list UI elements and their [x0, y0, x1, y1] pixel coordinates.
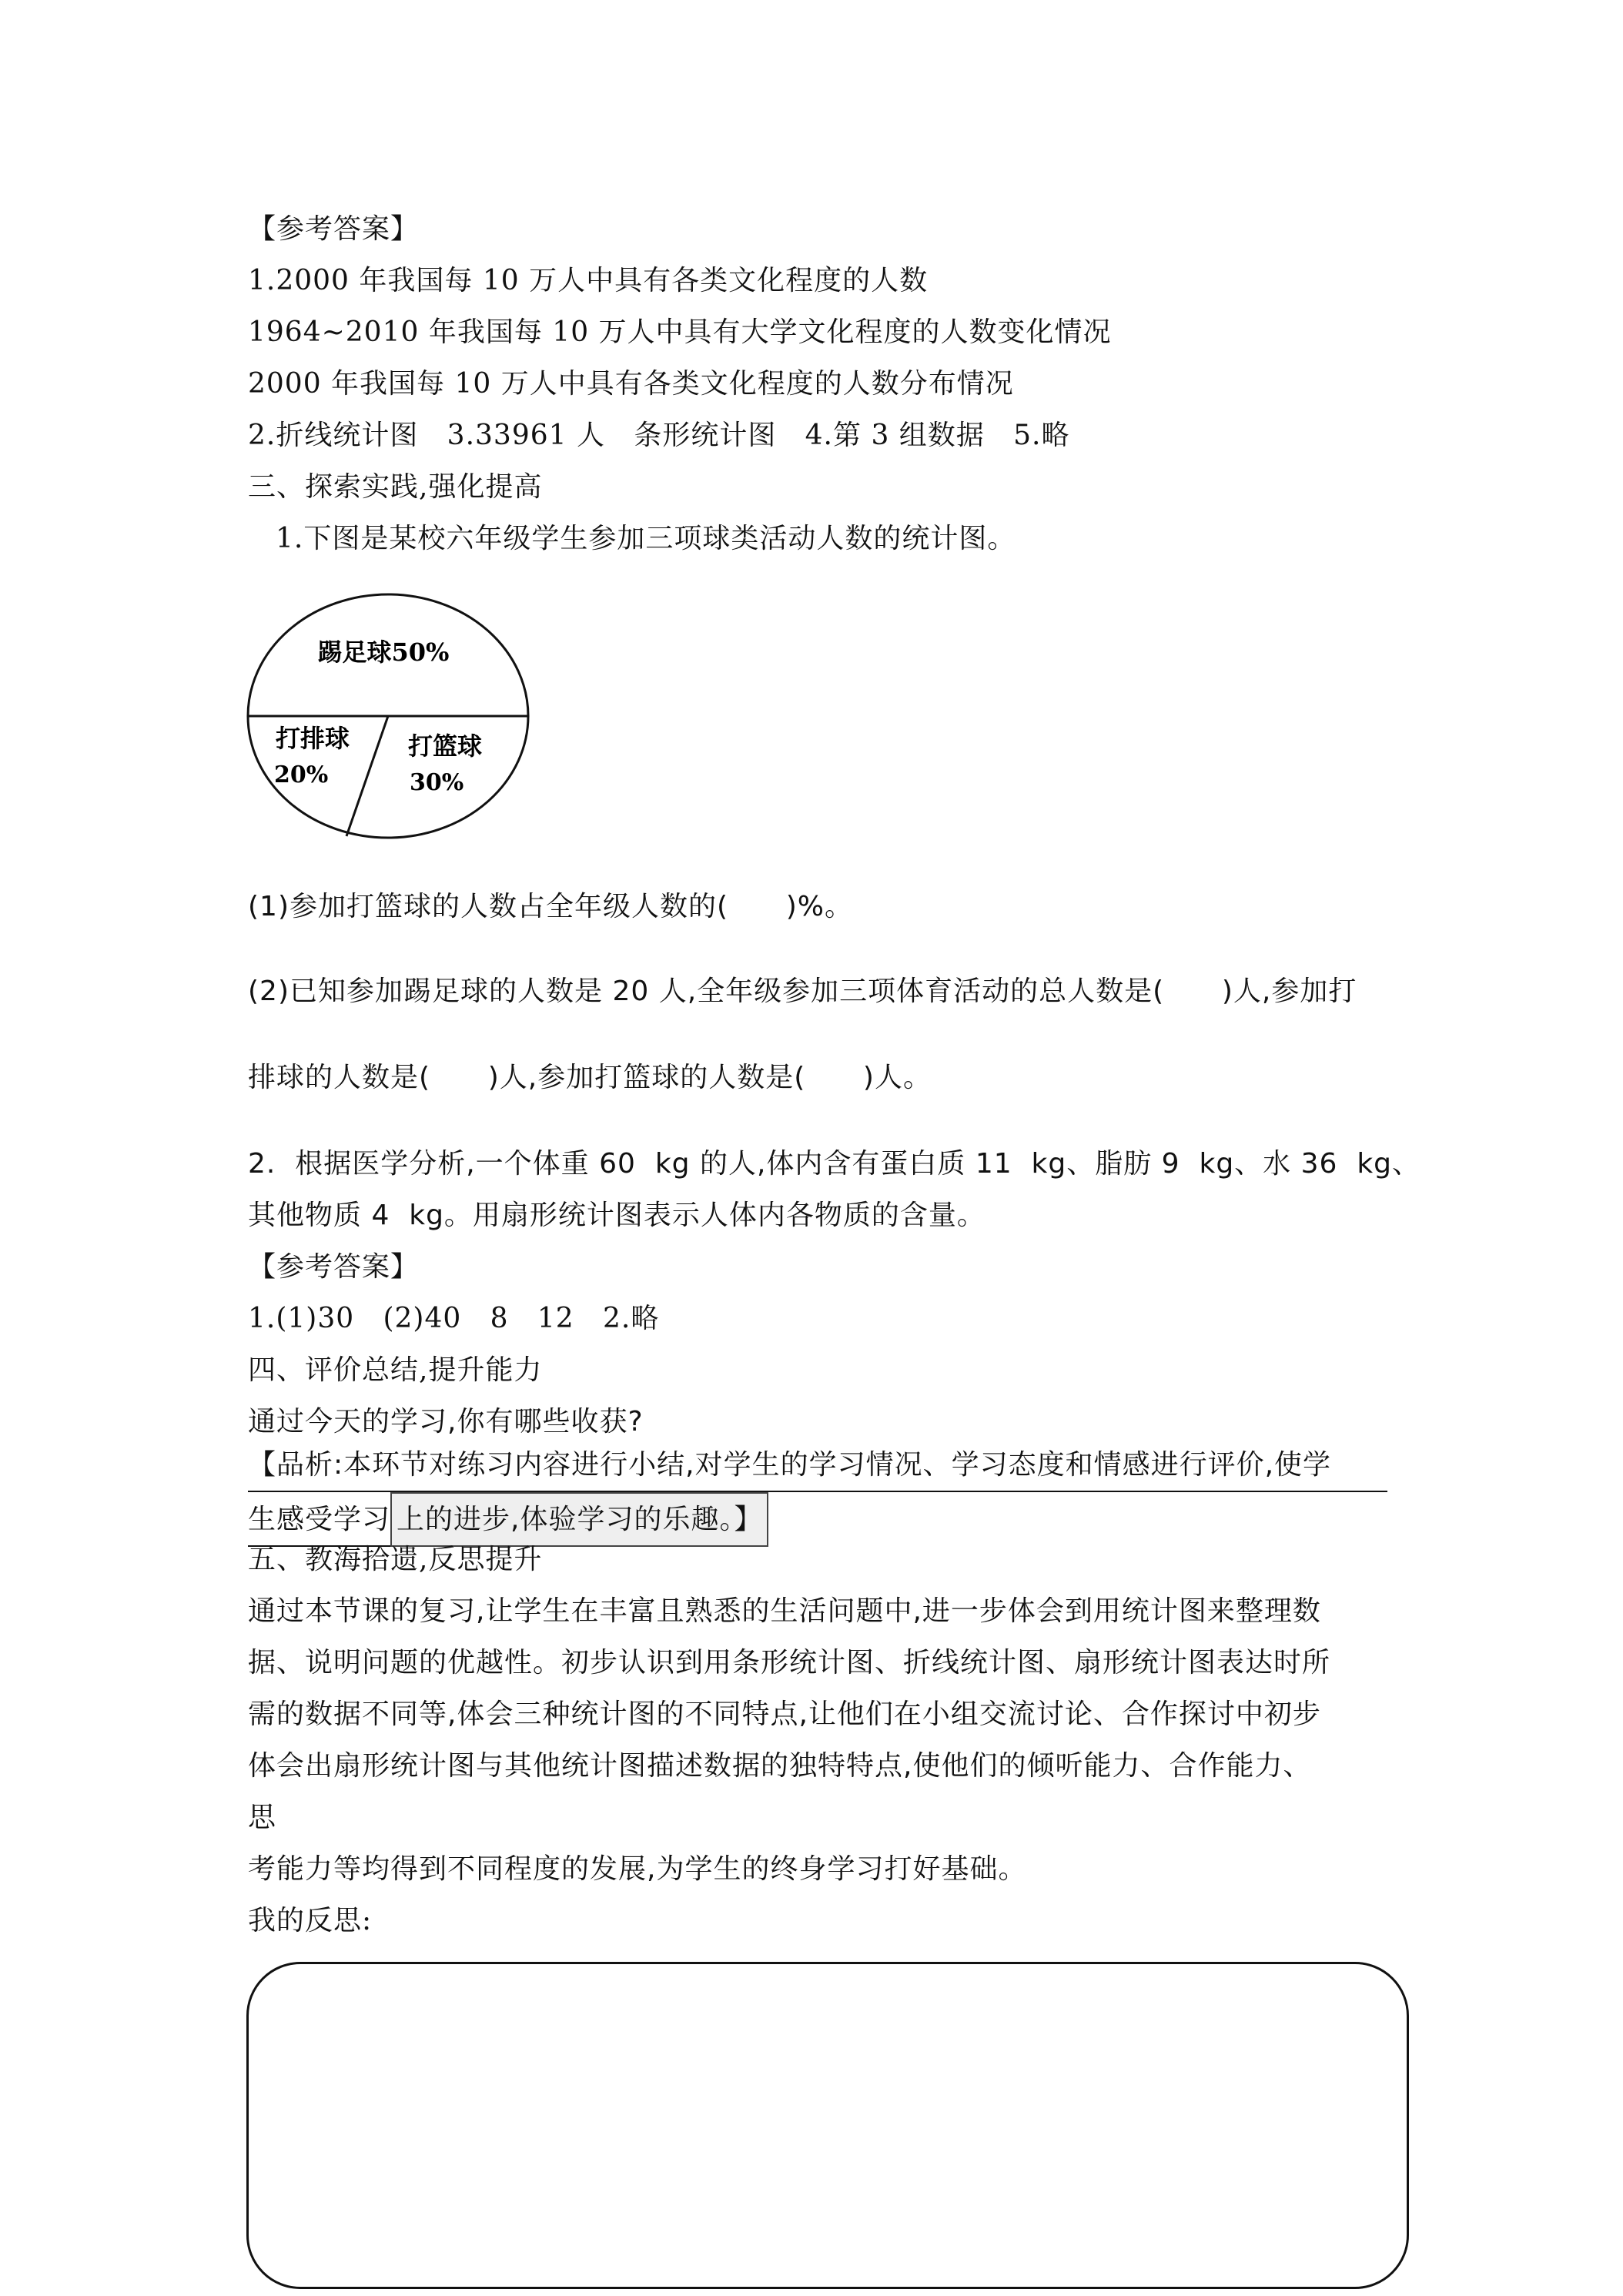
slice-label-volleyball-name: 打排球 — [276, 724, 350, 753]
question-2: 2. 根据医学分析,一个体重 60 kg 的人,体内含有蛋白质 11 kg、脂肪 9 kg、水 36 kg、 — [248, 1148, 1421, 1180]
commentary-block — [248, 1439, 1387, 1547]
section-heading: 五、教海拾遗,反思提升 — [248, 1544, 543, 1575]
question-part-2-continued: 排球的人数是( )人,参加打篮球的人数是( )人。 — [248, 1062, 932, 1093]
commentary-line: 【品析:本环节对练习内容进行小结,对学生的学习情况、学习态度和情感进行评价,使学 — [248, 1439, 1387, 1492]
reflection-paragraph-line: 据、说明问题的优越性。初步认识到用条形统计图、折线统计图、扇形统计图表达时所 — [248, 1647, 1331, 1678]
answer-line: 1.2000 年我国每 10 万人中具有各类文化程度的人数 — [248, 265, 929, 296]
answer-line: 1964~2010 年我国每 10 万人中具有大学文化程度的人数变化情况 — [248, 316, 1112, 348]
answer-line: 2000 年我国每 10 万人中具有各类文化程度的人数分布情况 — [248, 368, 1014, 400]
reflection-paragraph-line: 考能力等均得到不同程度的发展,为学生的终身学习打好基础。 — [248, 1853, 1027, 1885]
answer-line: 2.折线统计图 3.33961 人 条形统计图 4.第 3 组数据 5.略 — [248, 420, 1070, 451]
reflection-paragraph-line: 体会出扇形统计图与其他统计图描述数据的独特特点,使他们的倾听能力、合作能力、 — [248, 1750, 1312, 1782]
summary-question: 通过今天的学习,你有哪些收获? — [248, 1406, 644, 1438]
section-heading: 四、评价总结,提升能力 — [248, 1354, 543, 1386]
reflection-paragraph-line: 通过本节课的复习,让学生在丰富且熟悉的生活问题中,进一步体会到用统计图来整理数 — [248, 1595, 1321, 1627]
slice-label-soccer: 踢足球50% — [317, 638, 450, 667]
highlighted-text: 上的进步,体验学习的乐趣。】 — [390, 1492, 768, 1547]
question-part-2: (2)已知参加踢足球的人数是 20 人,全年级参加三项体育活动的总人数是( )人,参加打 — [248, 976, 1357, 1007]
reflection-paragraph-line: 思 — [248, 1802, 277, 1833]
answer-heading: 【参考答案】 — [248, 213, 420, 245]
pie-chart — [245, 593, 537, 855]
answer-heading: 【参考答案】 — [248, 1251, 420, 1283]
slice-label-basketball-name: 打篮球 — [408, 731, 483, 761]
reflection-writing-box[interactable] — [246, 1962, 1409, 2289]
question-intro: 1.下图是某校六年级学生参加三项球类活动人数的统计图。 — [276, 523, 1016, 554]
question-part-1: (1)参加打篮球的人数占全年级人数的( )%。 — [248, 891, 853, 922]
answer-line: 1.(1)30 (2)40 8 12 2.略 — [248, 1303, 660, 1334]
section-heading: 三、探索实践,强化提高 — [248, 471, 543, 503]
question-2-continued: 其他物质 4 kg。用扇形统计图表示人体内各物质的含量。 — [248, 1200, 986, 1231]
commentary-line: 生感受学习 — [248, 1494, 390, 1547]
slice-label-volleyball-value: 20% — [274, 761, 329, 788]
reflection-paragraph-line: 需的数据不同等,体会三种统计图的不同特点,让他们在小组交流讨论、合作探讨中初步 — [248, 1699, 1321, 1730]
my-reflection-label: 我的反思: — [248, 1905, 373, 1936]
slice-label-basketball-value: 30% — [410, 769, 464, 796]
